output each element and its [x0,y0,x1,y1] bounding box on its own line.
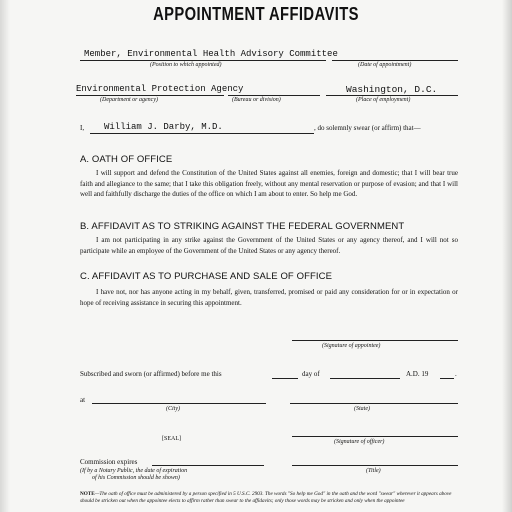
section-c-text: I have not, nor has anyone acting in my behalf, given, transferred, promised or paid any consideration for or in expectation or hope of receiving assistance in securing this appointment. [80,288,458,307]
department-field[interactable]: Environmental Protection Agency [76,84,244,94]
year-line[interactable] [440,378,454,379]
department-caption: (Department or agency) [100,97,158,103]
note-label: NOTE [80,491,95,497]
month-line[interactable] [330,378,400,379]
state-line[interactable] [290,403,458,404]
commission-label: Commission expires [80,458,138,466]
commission-date-line[interactable] [152,465,264,466]
bureau-caption: (Bureau or division) [232,97,281,103]
commission-caption-2: of his Commission should be shown) [92,475,180,481]
form-title: APPOINTMENT AFFIDAVITS [153,4,359,24]
position-line [80,60,326,61]
officer-signature-caption: (Signature of officer) [334,439,385,445]
at-label: at [80,396,86,404]
day-number-line[interactable] [272,378,298,379]
note-text: —The oath of office must be administered by a person specified in 5 U.S.C. 2903. The words "So help me God" in the oath and the word "swear" wherever it appears above should be stricken out when the appointee elects to affirm rather than swear to the affidavits; only those words may be stricken and only when the appointee [80,491,452,504]
section-c-heading: C. AFFIDAVIT AS TO PURCHASE AND SALE OF OFFICE [80,271,333,282]
section-b-text: I am not participating in any strike against the Government of the United States or any agency thereof, and I will not so participate while an employee of the Government of the United States or any agency thereof. [80,236,458,255]
title-caption: (Title) [366,468,381,474]
section-a-text: I will support and defend the Constitution of the United States against all enemies, foreign and domestic; that I will bear true faith and allegiance to the same; that I take this obligation freely, without any mental reservation or purpose of evasion; and that I will well and faithfully discharge the duties of the office on which I am about to enter. So help me God. [80,169,458,198]
footnote [80,491,458,505]
city-line[interactable] [92,403,266,404]
bureau-line[interactable] [228,95,320,96]
section-a-heading: A. OATH OF OFFICE [80,154,173,165]
ad-label: A.D. 19 [406,370,429,378]
oath-prefix: I, [80,124,85,132]
officer-signature-line[interactable] [292,436,458,437]
place-field[interactable]: Washington, D.C. [346,84,438,95]
appointee-name-field[interactable]: William J. Darby, M.D. [104,122,223,132]
section-b-heading: B. AFFIDAVIT AS TO STRIKING AGAINST THE FEDERAL GOVERNMENT [80,221,405,232]
appointee-signature-caption: (Signature of appointee) [322,343,381,349]
seal-label: [SEAL] [162,436,181,442]
title-line[interactable] [292,465,458,466]
department-line [76,95,224,96]
scan-edge-right [502,0,512,512]
position-caption: (Position to which appointed) [150,62,222,68]
place-line [326,95,458,96]
commission-caption-1: (If by a Notary Public, the date of expiration [80,468,188,474]
city-caption: (City) [166,406,180,412]
place-caption: (Place of employment) [356,97,411,103]
scan-edge-left [0,0,10,512]
ad-end-period: . [455,370,457,378]
state-caption: (State) [354,406,370,412]
date-line[interactable] [332,60,458,61]
appointee-signature-line[interactable] [292,340,458,341]
date-caption: (Date of appointment) [358,62,412,68]
oath-suffix: , do solemnly swear (or affirm) that— [314,124,421,132]
appointee-name-line [90,133,314,134]
day-of-label: day of [302,370,320,378]
position-field[interactable]: Member, Environmental Health Advisory Committee [84,49,338,59]
subscribed-text: Subscribed and sworn (or affirmed) before me this [80,370,222,378]
